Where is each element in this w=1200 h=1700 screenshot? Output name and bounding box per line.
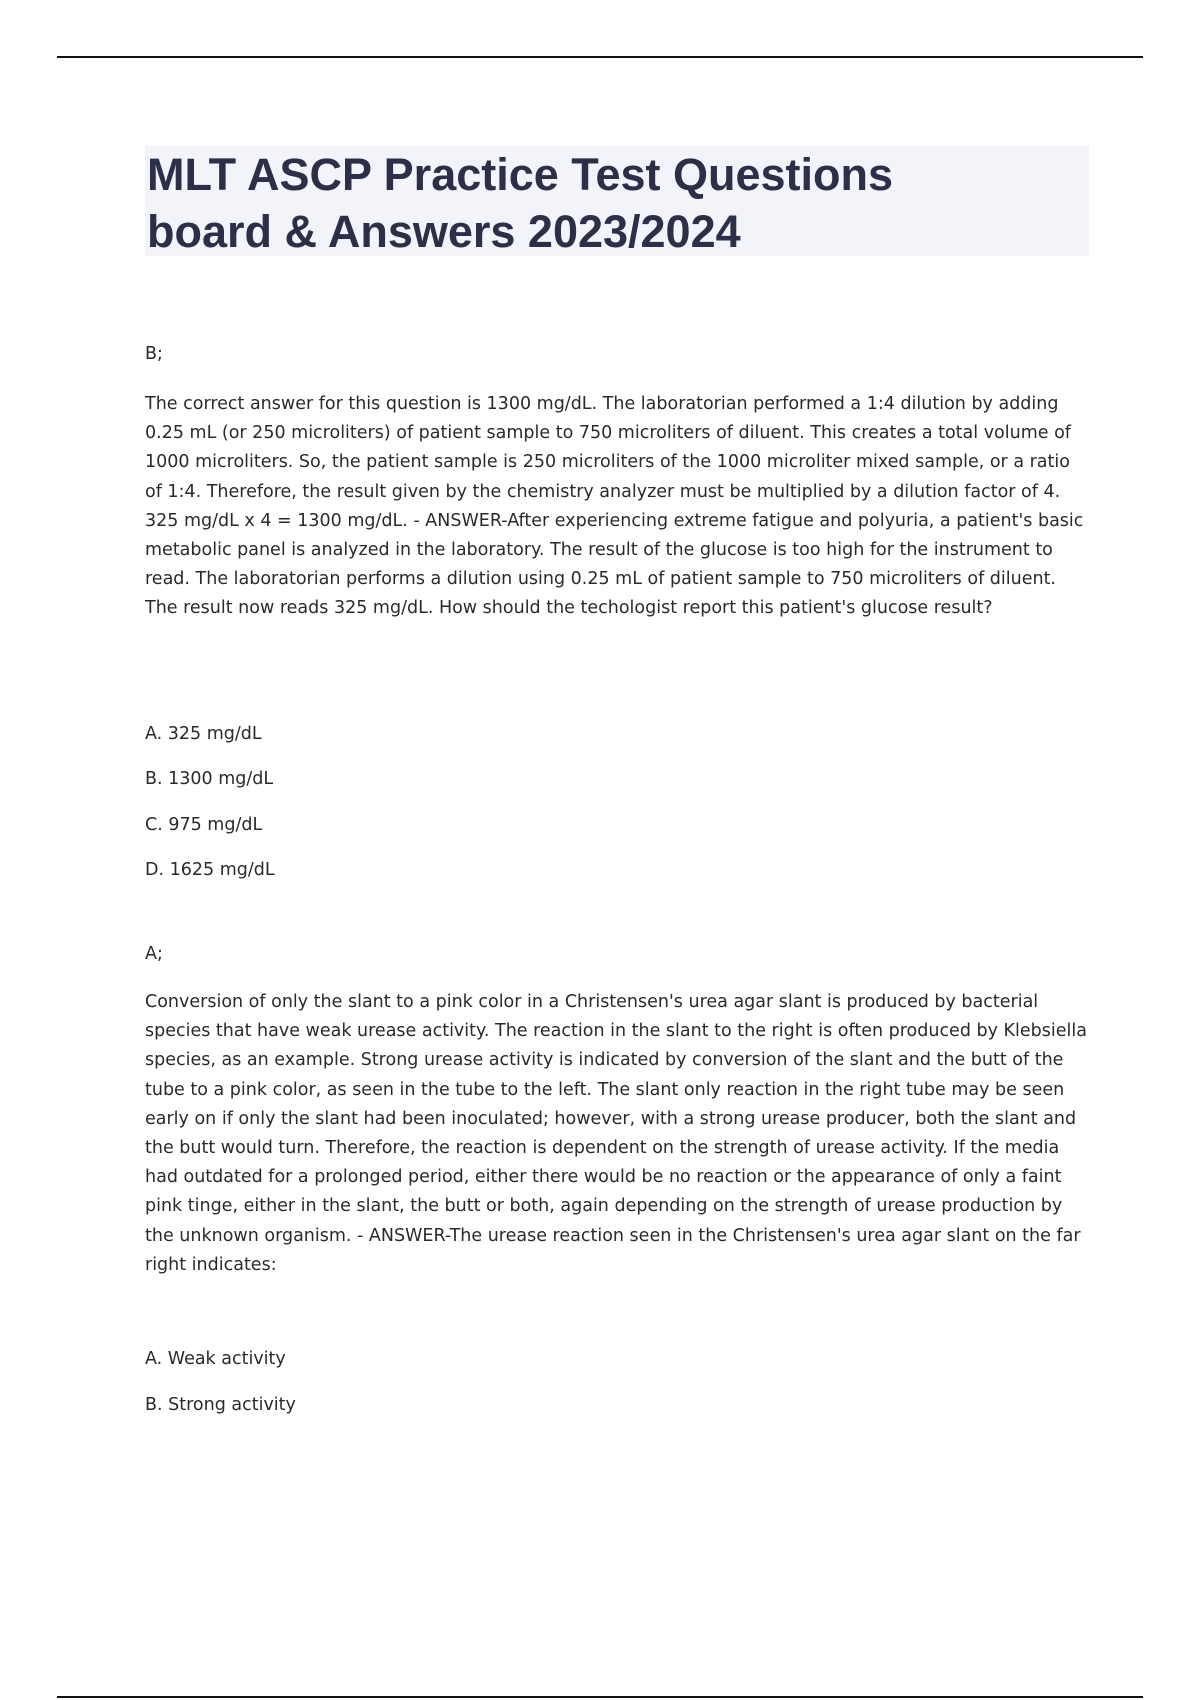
- answer-option: B. 1300 mg/dL: [145, 769, 274, 789]
- page-title: [147, 146, 1083, 260]
- answer-marker: B;: [145, 344, 163, 364]
- top-rule: [57, 56, 1143, 58]
- answer-option: A. Weak activity: [145, 1349, 286, 1369]
- answer-option: C. 975 mg/dL: [145, 815, 263, 835]
- question-text: The correct answer for this question is 1300 mg/dL. The laboratorian performed a 1:4 dilution by adding 0.25 mL (or 250 microliters) of patient sample to 750 microliters of diluent. This creates a total volume of 1000 microliters. So, the patient sample is 250 microliters of the 1000 microliter mixed sample, or a ratio of 1:4. Therefore, the result given by the chemistry analyzer must be multiplied by a dilution factor of 4. 325 mg/dL x 4 = 1300 mg/dL. - ANSWER-After experiencing extreme fatigue and polyuria, a patient's basic metabolic panel is analyzed in the laboratory. The result of the glucose is too high for the instrument to read. The laboratorian performs a dilution using 0.25 mL of patient sample to 750 microliters of diluent. The result now reads 325 mg/dL. How should the techologist report this patient's glucose result?: [145, 394, 1084, 619]
- answer-option: B. Strong activity: [145, 1395, 296, 1415]
- answer-marker: A;: [145, 944, 163, 964]
- title-line-1: MLT ASCP Practice Test Questions: [147, 149, 894, 200]
- title-line-2: board & Answers 2023/2024: [147, 206, 741, 257]
- answer-option: D. 1625 mg/dL: [145, 860, 275, 880]
- answer-option: A. 325 mg/dL: [145, 724, 262, 744]
- question-text: Conversion of only the slant to a pink color in a Christensen's urea agar slant is produced by bacterial species that have weak urease activity. The reaction in the slant to the right is often produced by Klebsiella species, as an example. Strong urease activity is indicated by conversion of the slant and the butt of the tube to a pink color, as seen in the tube to the left. The slant only reaction in the right tube may be seen early on if only the slant had been inoculated; however, with a strong urease producer, both the slant and the butt would turn. Therefore, the reaction is dependent on the strength of urease activity. If the media had outdated for a prolonged period, either there would be no reaction or the appearance of only a faint pink tinge, either in the slant, the butt or both, again depending on the strength of urease production by the unknown organism. - ANSWER-The urease reaction seen in the Christensen's urea agar slant on the far right indicates:: [145, 992, 1087, 1275]
- bottom-rule: [57, 1696, 1143, 1698]
- title-banner: [145, 146, 1089, 256]
